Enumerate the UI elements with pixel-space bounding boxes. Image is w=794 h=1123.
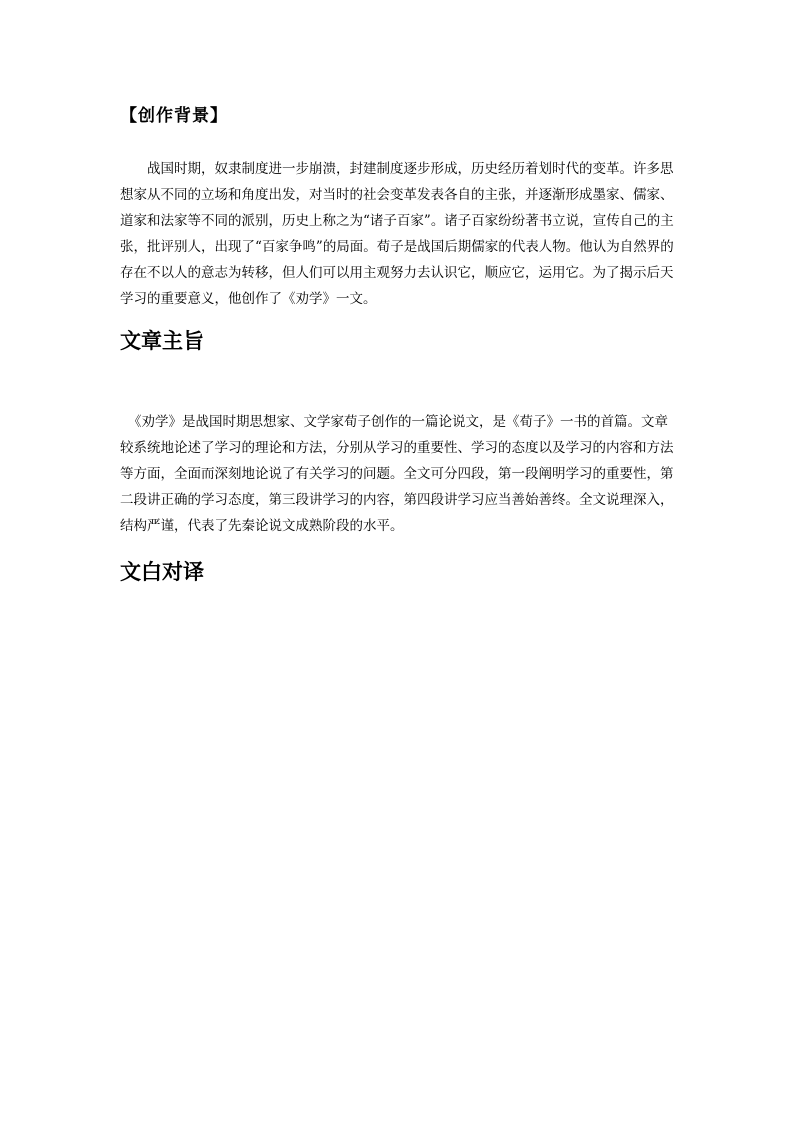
quote-zhuzi-baijia: “诸子百家” [363,213,431,229]
quote-baijia-zhengming: “百家争鸣” [255,239,323,255]
theme-paragraph [120,409,680,539]
background-text-part-1: 战国时期，奴隶制度进一步崩溃，封建制度逐步形成，历史经历着划时代的变革。许多思想家从不同的立场和角度出发，对当时的社会变革发表各自的主张，并逐渐形成墨家、儒家、道家和法家等不同的派别，历史上称之为 [120,161,674,229]
theme-heading: 文章主旨 [120,328,204,353]
background-text-part-2: 。诸子百家纷纷著书立说，宣传自己的主张，批评别人，出现了 [120,213,674,255]
theme-text: 《劝学》是战国时期思想家、文学家荀子创作的一篇论说文，是《荀子》一书的首篇。文章较系统地论述了学习的理论和方法，分别从学习的重要性、学习的态度以及学习的内容和方法等方面，全面而深刻地论说了有关学习的问题。全文可分四段，第一段阐明学习的重要性，第二段讲正确的学习态度，第三段讲学习的内容，第四段讲学习应当善始善终。全文说理深入，结构严谨，代表了先秦论说文成熟阶段的水平。 [120,414,674,534]
background-heading: 【创作背景】 [120,106,228,126]
background-paragraph [120,156,680,312]
translation-heading: 文白对译 [120,559,204,584]
background-text-part-3: 的局面。荀子是战国后期儒家的代表人物。他认为自然界的存在不以人的意志为转移，但人们可以用主观努力去认识它，顺应它，运用它。为了揭示后天学习的重要意义，他创作了《劝学》一文。 [120,239,674,307]
